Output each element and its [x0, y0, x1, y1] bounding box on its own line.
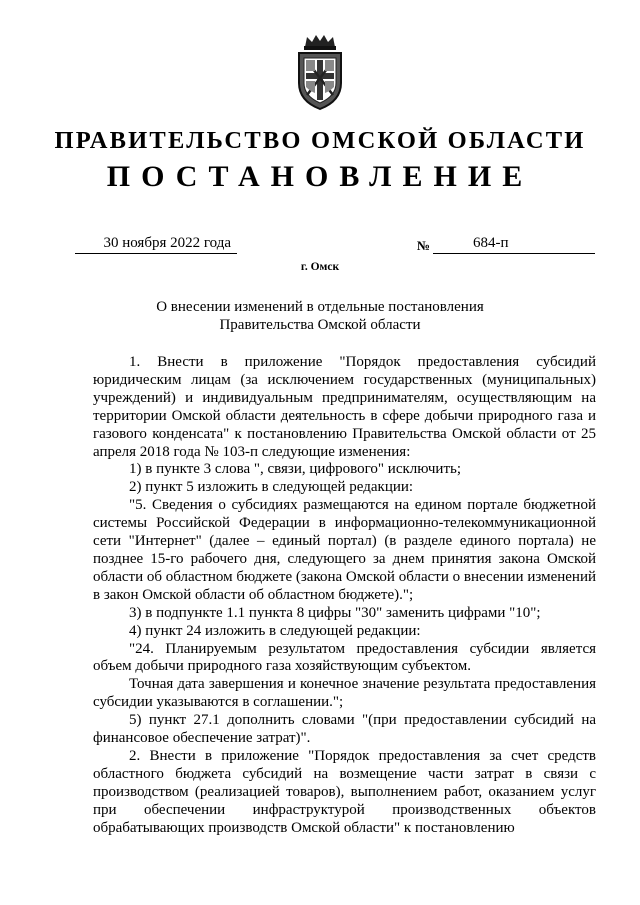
decree-date: 30 ноября 2022 года [75, 234, 237, 254]
paragraph: "5. Сведения о субсидиях размещаются на едином портале бюджетной системы Российской Федерации в информационно-телекоммуникационной сети "Интернет" (далее – единый портал) (в разделе единого портала) не позднее 15-го рабочего дня, следующего за днем принятия закона Омской области об областном бюджете (закона Омской области о внесении изменений в закон Омской области об областном бюджете)."; [93, 497, 596, 603]
paragraph: 2. Внести в приложение "Порядок предоставления за счет средств областного бюджета субсидий на возмещение части затрат в связи с производством (реализацией товаров), выполнением работ, оказанием услуг при обеспечении инфраструктурой производственных объектов обрабатывающих производств Омской области" к постановлению [93, 747, 596, 836]
decree-number: 684-п [433, 234, 595, 254]
document-type-title: ПОСТАНОВЛЕНИЕ [106, 160, 534, 193]
decree-subject [150, 298, 490, 334]
paragraph: 5) пункт 27.1 дополнить словами "(при предоставлении субсидий на финансовое обеспечение затрат)". [93, 712, 596, 747]
decree-body [93, 354, 596, 837]
government-title: ПРАВИТЕЛЬСТВО ОМСКОЙ ОБЛАСТИ [54, 127, 586, 154]
paragraph: 1) в пункте 3 слова ", связи, цифрового" исключить; [129, 461, 462, 478]
paragraph: 4) пункт 24 изложить в следующей редакции: [129, 622, 421, 639]
paragraph: 3) в подпункте 1.1 пункта 8 цифры "30" заменить цифрами "10"; [129, 604, 541, 621]
subject-line: Правительства Омской области [219, 317, 421, 333]
number-label: № [417, 238, 431, 253]
coat-of-arms-emblem [293, 33, 347, 111]
subject-line: О внесении изменений в отдельные постановления [156, 299, 484, 315]
city-name: г. Омск [300, 261, 340, 273]
paragraph: 2) пункт 5 изложить в следующей редакции: [129, 479, 414, 496]
paragraph: "24. Планируемым результатом предоставления субсидии является объем добычи природного газа хозяйствующим субъектом. [93, 640, 596, 675]
paragraph: Точная дата завершения и конечное значение результата предоставления субсидии указываются в соглашении."; [93, 676, 596, 711]
paragraph: 1. Внести в приложение "Порядок предоставления субсидий юридическим лицам (за исключением государственных (муниципальных) учреждений) и индивидуальным предпринимателям, осуществляющим на территории Омской области деятельность в сфере добычи природного газа и газового конденсата" к постановлению Правительства Омской области от 25 апреля 2018 года № 103-п следующие изменения: [93, 354, 596, 460]
